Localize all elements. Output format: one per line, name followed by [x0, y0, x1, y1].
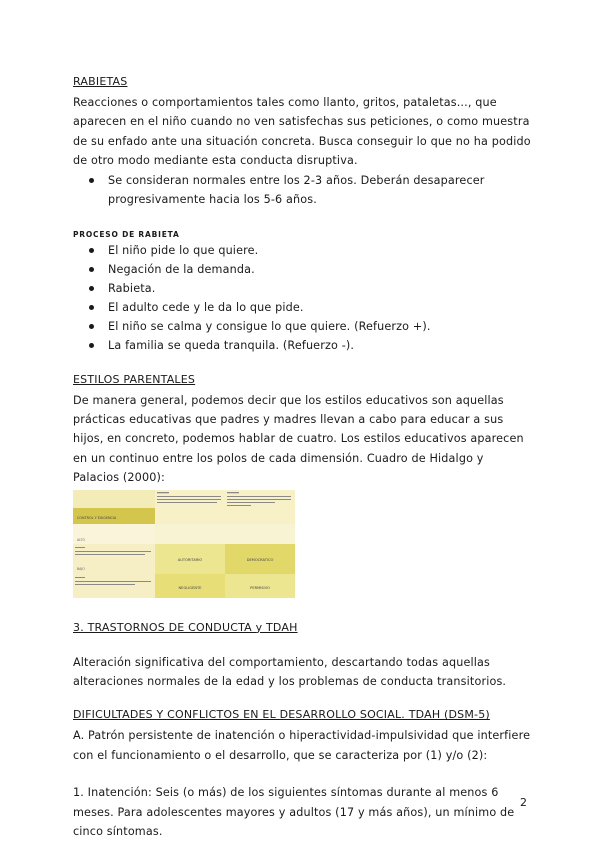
table-cell-autoritario: AUTORITARIO	[177, 557, 203, 562]
trastornos-heading: 3. TRASTORNOS DE CONDUCTA y TDAH	[73, 620, 298, 634]
page-number: 2	[520, 796, 527, 809]
list-item: La familia se queda tranquila. (Refuerzo -).	[73, 336, 533, 355]
table-row1-label: ALTO	[77, 537, 85, 542]
list-item: Se consideran normales entre los 2-3 años. Deberán desaparecer progresivamente hacia los 5-6 años.	[73, 171, 533, 209]
table-cell-negligente: NEGLIGENTE	[178, 585, 202, 590]
proceso-heading: PROCESO DE RABIETA	[73, 229, 180, 239]
dificultades-paragraph-a: A. Patrón persistente de inatención o hiperactividad-impulsividad que interfiere con el funcionamiento o el desarrollo, que se caracteriza por (1) y/o (2):	[73, 729, 531, 762]
estilos-paragraph: De manera general, podemos decir que los estilos educativos son aquellas prácticas educativas que padres y madres llevan a cabo para educar a sus hijos, en concreto, podemos hablar de cuatro. Los estilos educativos aparecen en un continuo entre los polos de cada dimensión. Cuadro de Hidalgo y Palacios (2000):	[73, 393, 524, 485]
page-content	[73, 74, 533, 842]
table-row2-label: BAJO	[77, 566, 85, 571]
table-cell-democratico: DEMOCRATICO	[246, 557, 274, 562]
table-cell-permisivo: PERMISIVO	[250, 585, 270, 590]
rabietas-paragraph: Reacciones o comportamientos tales como llanto, gritos, pataletas..., que aparecen en el niño cuando no ven satisfechas sus peticiones, o como muestra de su enfado ante una situación concreta. Busca conseguir lo que no ha podido de otro modo mediante esta conducta disruptiva.	[73, 96, 531, 168]
parenting-styles-table	[73, 490, 295, 598]
proceso-list	[73, 241, 533, 355]
dificultades-heading: DIFICULTADES Y CONFLICTOS EN EL DESARROLLO SOCIAL. TDAH (DSM-5)	[73, 708, 490, 722]
list-item: El niño pide lo que quiere.	[73, 241, 533, 260]
list-item: Negación de la demanda.	[73, 260, 533, 279]
dificultades-paragraph-1: 1. Inatención: Seis (o más) de los siguientes síntomas durante al menos 6 meses. Para adolescentes mayores y adultos (17 y más años), un mínimo de cinco síntomas.	[73, 786, 515, 839]
table-top-left-label: CONTROL Y EXIGENCIA	[77, 515, 117, 520]
estilos-heading: ESTILOS PARENTALES	[73, 372, 196, 386]
list-item: Rabieta.	[73, 279, 533, 298]
trastornos-paragraph: Alteración significativa del comportamiento, descartando todas aquellas alteraciones normales de la edad y los problemas de conducta transitorios.	[73, 655, 507, 689]
rabietas-list	[73, 171, 533, 209]
list-item: El niño se calma y consigue lo que quiere. (Refuerzo +).	[73, 317, 533, 336]
list-item: El adulto cede y le da lo que pide.	[73, 298, 533, 317]
rabietas-heading: RABIETAS	[73, 75, 128, 88]
